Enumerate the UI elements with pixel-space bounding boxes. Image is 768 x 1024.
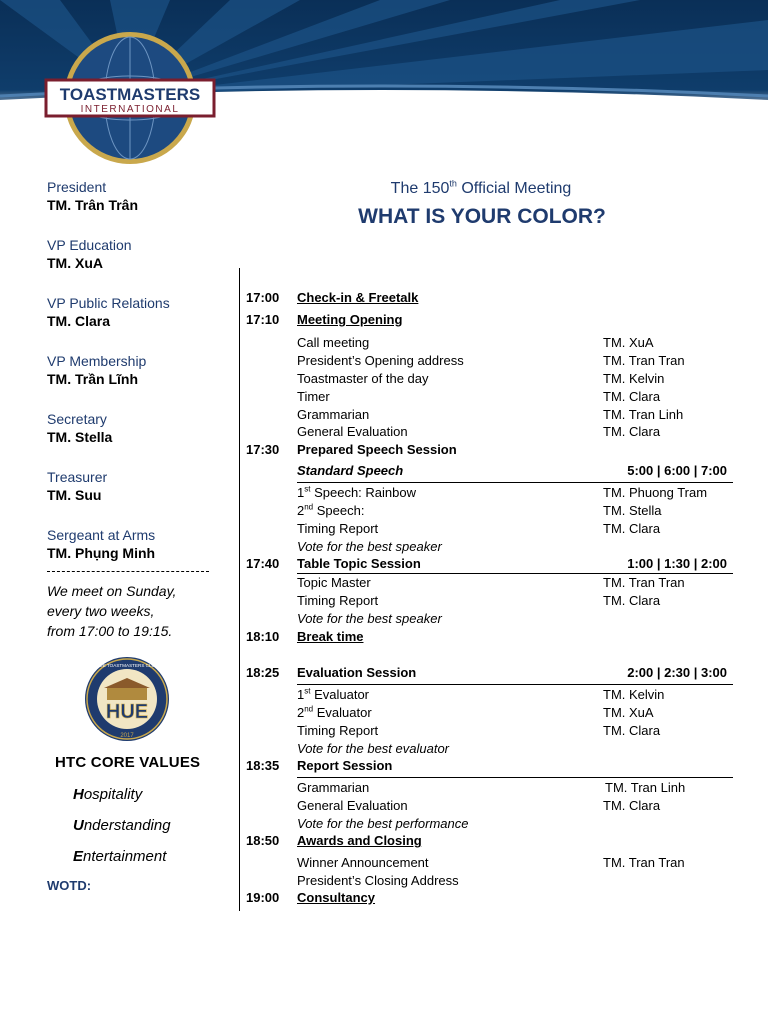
agenda-timing: 1:00 | 1:30 | 2:00 bbox=[627, 556, 727, 571]
agenda-timing: 5:00 | 6:00 | 7:00 bbox=[627, 463, 727, 478]
agenda-subtitle: Standard Speech bbox=[297, 463, 404, 478]
officer-name: TM. Phụng Minh bbox=[47, 545, 156, 561]
agenda-title: Evaluation Session bbox=[297, 665, 417, 680]
agenda-title: Table Topic Session bbox=[297, 556, 421, 571]
agenda-time: 17:40 bbox=[246, 556, 280, 571]
officer-name: TM. Suu bbox=[47, 487, 102, 503]
ordinal: 2 bbox=[297, 705, 305, 720]
agenda-role: President’s Closing Address bbox=[297, 873, 459, 888]
agenda-person: TM. Tran Linh bbox=[605, 780, 686, 795]
agenda-vote: Vote for the best evaluator bbox=[297, 741, 450, 756]
value-initial: U bbox=[73, 817, 84, 834]
section-rule bbox=[297, 777, 733, 778]
officer-name: TM. Clara bbox=[47, 313, 111, 329]
agenda-role: Timer bbox=[297, 389, 330, 404]
agenda-person: TM. Clara bbox=[603, 798, 661, 813]
meeting-number-prefix: The 150 bbox=[390, 180, 450, 197]
value-initial: E bbox=[73, 848, 84, 865]
agenda-title: Meeting Opening bbox=[297, 312, 403, 327]
agenda-person: TM. Phuong Tram bbox=[603, 485, 708, 500]
agenda-timing: 2:00 | 2:30 | 3:00 bbox=[627, 665, 727, 680]
section-rule bbox=[297, 573, 733, 574]
ordinal-suffix: st bbox=[304, 484, 311, 494]
ordinal-suffix: nd bbox=[304, 502, 314, 512]
agenda-role: Call meeting bbox=[297, 335, 370, 350]
agenda-role: Timing Report bbox=[297, 593, 379, 608]
meeting-number-suffix: Official Meeting bbox=[456, 180, 572, 197]
officer-role: Treasurer bbox=[47, 469, 108, 485]
agenda-time: 18:10 bbox=[246, 629, 280, 644]
agenda-time: 17:00 bbox=[246, 290, 280, 305]
agenda-person: TM. XuA bbox=[603, 335, 654, 350]
role-text: Speech: bbox=[313, 503, 365, 518]
officer-role: VP Public Relations bbox=[47, 295, 170, 311]
agenda-person: TM. Clara bbox=[603, 723, 661, 738]
agenda-person: TM. Clara bbox=[603, 593, 661, 608]
officer-role: VP Education bbox=[47, 237, 132, 253]
agenda-role: Timing Report bbox=[297, 723, 379, 738]
agenda-title: Awards and Closing bbox=[297, 833, 422, 848]
meeting-theme: WHAT IS YOUR COLOR? bbox=[358, 205, 606, 228]
agenda-time: 19:00 bbox=[246, 890, 280, 905]
agenda-person: TM. XuA bbox=[603, 705, 654, 720]
club-ring-text: HUE TOASTMASTERS CLUB bbox=[96, 663, 158, 668]
meeting-number-sup: th bbox=[449, 178, 457, 189]
role-text: Evaluator bbox=[313, 705, 372, 720]
agenda-role bbox=[297, 705, 372, 721]
logo-sub: INTERNATIONAL bbox=[80, 104, 180, 115]
officer-role: President bbox=[47, 179, 107, 195]
wotd-label: WOTD: bbox=[47, 878, 92, 893]
agenda-person: TM. Tran Tran bbox=[603, 855, 685, 870]
agenda-title: Break time bbox=[297, 629, 364, 644]
club-year: 2017 bbox=[120, 733, 134, 739]
agenda-role bbox=[297, 485, 416, 501]
agenda-role: General Evaluation bbox=[297, 798, 408, 813]
agenda-person: TM. Stella bbox=[603, 503, 662, 518]
agenda-time: 17:10 bbox=[246, 312, 280, 327]
ordinal: 1 bbox=[297, 485, 305, 500]
agenda-role: Toastmaster of the day bbox=[297, 371, 429, 386]
agenda-time: 18:50 bbox=[246, 833, 280, 848]
logo-brand: TOASTMASTERS bbox=[59, 85, 201, 104]
agenda-person: TM. Tran Tran bbox=[603, 575, 685, 590]
agenda-person: TM. Tran Linh bbox=[603, 407, 684, 422]
officer-name: TM. Stella bbox=[47, 429, 113, 445]
agenda-person: TM. Clara bbox=[603, 389, 661, 404]
agenda-person: TM. Clara bbox=[603, 424, 661, 439]
agenda-time: 18:35 bbox=[246, 758, 280, 773]
agenda-vote: Vote for the best speaker bbox=[297, 611, 442, 626]
officer-role: VP Membership bbox=[47, 353, 147, 369]
agenda-vote: Vote for the best speaker bbox=[297, 539, 442, 554]
agenda-title: Check-in & Freetalk bbox=[297, 290, 419, 305]
agenda-person: TM. Clara bbox=[603, 521, 661, 536]
ordinal-suffix: st bbox=[304, 686, 311, 696]
ordinal-suffix: nd bbox=[304, 704, 314, 714]
note-line: from 17:00 to 19:15. bbox=[47, 623, 173, 639]
agenda-role: Winner Announcement bbox=[297, 855, 429, 870]
agenda-vote: Vote for the best performance bbox=[297, 816, 469, 831]
agenda-role: Grammarian bbox=[297, 407, 370, 422]
section-rule bbox=[297, 684, 733, 685]
agenda-time: 17:30 bbox=[246, 442, 280, 457]
note-line: We meet on Sunday, bbox=[47, 583, 177, 599]
agenda-person: TM. Kelvin bbox=[603, 687, 665, 702]
agenda-role bbox=[297, 503, 364, 519]
ordinal: 1 bbox=[297, 687, 305, 702]
value-rest: ntertainment bbox=[83, 848, 167, 865]
agenda-title: Consultancy bbox=[297, 890, 376, 905]
club-initials: HUE bbox=[105, 701, 149, 723]
agenda-title: Prepared Speech Session bbox=[297, 442, 457, 457]
note-line: every two weeks, bbox=[47, 603, 155, 619]
core-values-title: HTC CORE VALUES bbox=[55, 754, 201, 771]
agenda-title: Report Session bbox=[297, 758, 393, 773]
role-text: Speech: Rainbow bbox=[310, 485, 416, 500]
agenda-role: President’s Opening address bbox=[297, 353, 464, 368]
value-rest: ospitality bbox=[83, 786, 143, 803]
agenda-role: Topic Master bbox=[297, 575, 371, 590]
officer-role: Secretary bbox=[47, 411, 107, 427]
agenda-role: Grammarian bbox=[297, 780, 370, 795]
officer-name: TM. Trân Trân bbox=[47, 197, 139, 213]
section-rule bbox=[297, 482, 733, 483]
officer-name: TM. Trần Lĩnh bbox=[47, 371, 138, 387]
agenda-time: 18:25 bbox=[246, 665, 280, 680]
value-rest: nderstanding bbox=[83, 817, 171, 834]
agenda-person: TM. Tran Tran bbox=[603, 353, 685, 368]
agenda-person: TM. Kelvin bbox=[603, 371, 665, 386]
ordinal: 2 bbox=[297, 503, 305, 518]
agenda-role: General Evaluation bbox=[297, 424, 408, 439]
officer-role: Sergeant at Arms bbox=[47, 527, 156, 543]
agenda-role: Timing Report bbox=[297, 521, 379, 536]
value-initial: H bbox=[73, 786, 84, 803]
role-text: Evaluator bbox=[310, 687, 370, 702]
officer-name: TM. XuA bbox=[47, 255, 103, 271]
agenda-role bbox=[297, 687, 369, 703]
